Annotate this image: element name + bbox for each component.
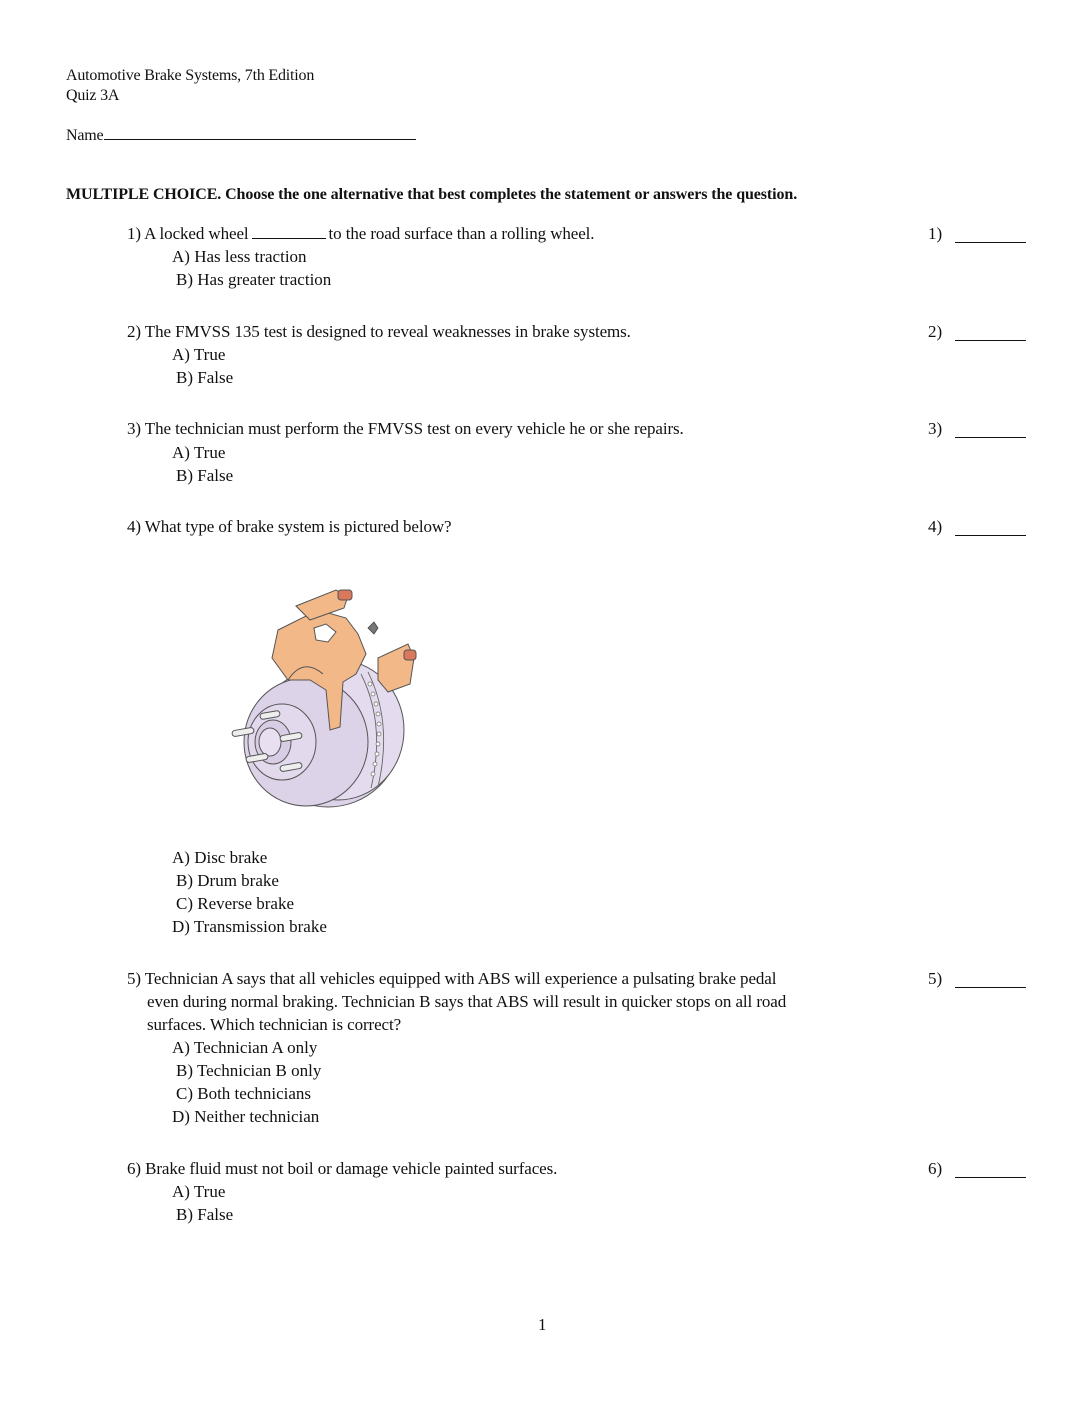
question-6-option-a: A) True [172,1182,226,1201]
name-blank-line[interactable] [104,125,416,140]
quiz-title: Quiz 3A [66,87,120,104]
question-1-text-start: 1) A locked wheel [127,224,249,243]
question-5-text-line-3: surfaces. Which technician is correct? [147,1015,402,1034]
answer-label-4: 4) [928,517,943,536]
answer-line-6[interactable] [955,1177,1026,1178]
question-1-option-a: A) Has less traction [172,247,307,266]
question-4-option-b: B) Drum brake [176,871,279,890]
question-2-text: 2) The FMVSS 135 test is designed to reveal weaknesses in brake systems. [127,322,631,341]
question-5-option-d: D) Neither technician [172,1107,320,1126]
question-3-text: 3) The technician must perform the FMVSS test on every vehicle he or she repairs. [127,419,684,438]
answer-line-2[interactable] [955,340,1026,341]
disc-brake-illustration [218,562,458,822]
answer-line-3[interactable] [955,437,1026,438]
question-2-option-a: A) True [172,345,226,364]
name-label: Name [66,127,104,144]
question-1-option-b: B) Has greater traction [176,270,332,289]
question-2-option-b: B) False [176,368,234,387]
question-1-text [127,224,594,244]
instructions: MULTIPLE CHOICE. Choose the one alternative that best completes the statement or answers the question. [66,186,798,203]
question-5-text-line-1: 5) Technician A says that all vehicles equipped with ABS will experience a pulsating brake pedal [127,969,777,988]
answer-label-5: 5) [928,969,943,988]
question-4-option-c: C) Reverse brake [176,894,295,913]
name-field[interactable] [66,125,416,145]
question-5-text-line-2: even during normal braking. Technician B says that ABS will result in quicker stops on all road [147,992,787,1011]
course-title: Automotive Brake Systems, 7th Edition [66,67,315,84]
question-6-option-b: B) False [176,1205,234,1224]
page-number: 1 [538,1315,547,1334]
answer-line-1[interactable] [955,242,1026,243]
question-1-inline-blank [252,224,326,239]
answer-line-4[interactable] [955,535,1026,536]
answer-label-1: 1) [928,224,943,243]
question-5-option-b: B) Technician B only [176,1061,322,1080]
question-4-option-d: D) Transmission brake [172,917,327,936]
question-4-text: 4) What type of brake system is pictured below? [127,517,452,536]
question-5-option-c: C) Both technicians [176,1084,312,1103]
answer-label-3: 3) [928,419,943,438]
question-3-option-a: A) True [172,443,226,462]
question-6-text: 6) Brake fluid must not boil or damage vehicle painted surfaces. [127,1159,558,1178]
question-4-option-a: A) Disc brake [172,848,268,867]
question-5-option-a: A) Technician A only [172,1038,318,1057]
answer-label-2: 2) [928,322,943,341]
answer-label-6: 6) [928,1159,943,1178]
question-3-option-b: B) False [176,466,234,485]
answer-line-5[interactable] [955,987,1026,988]
question-1-text-end: to the road surface than a rolling wheel. [328,224,595,243]
